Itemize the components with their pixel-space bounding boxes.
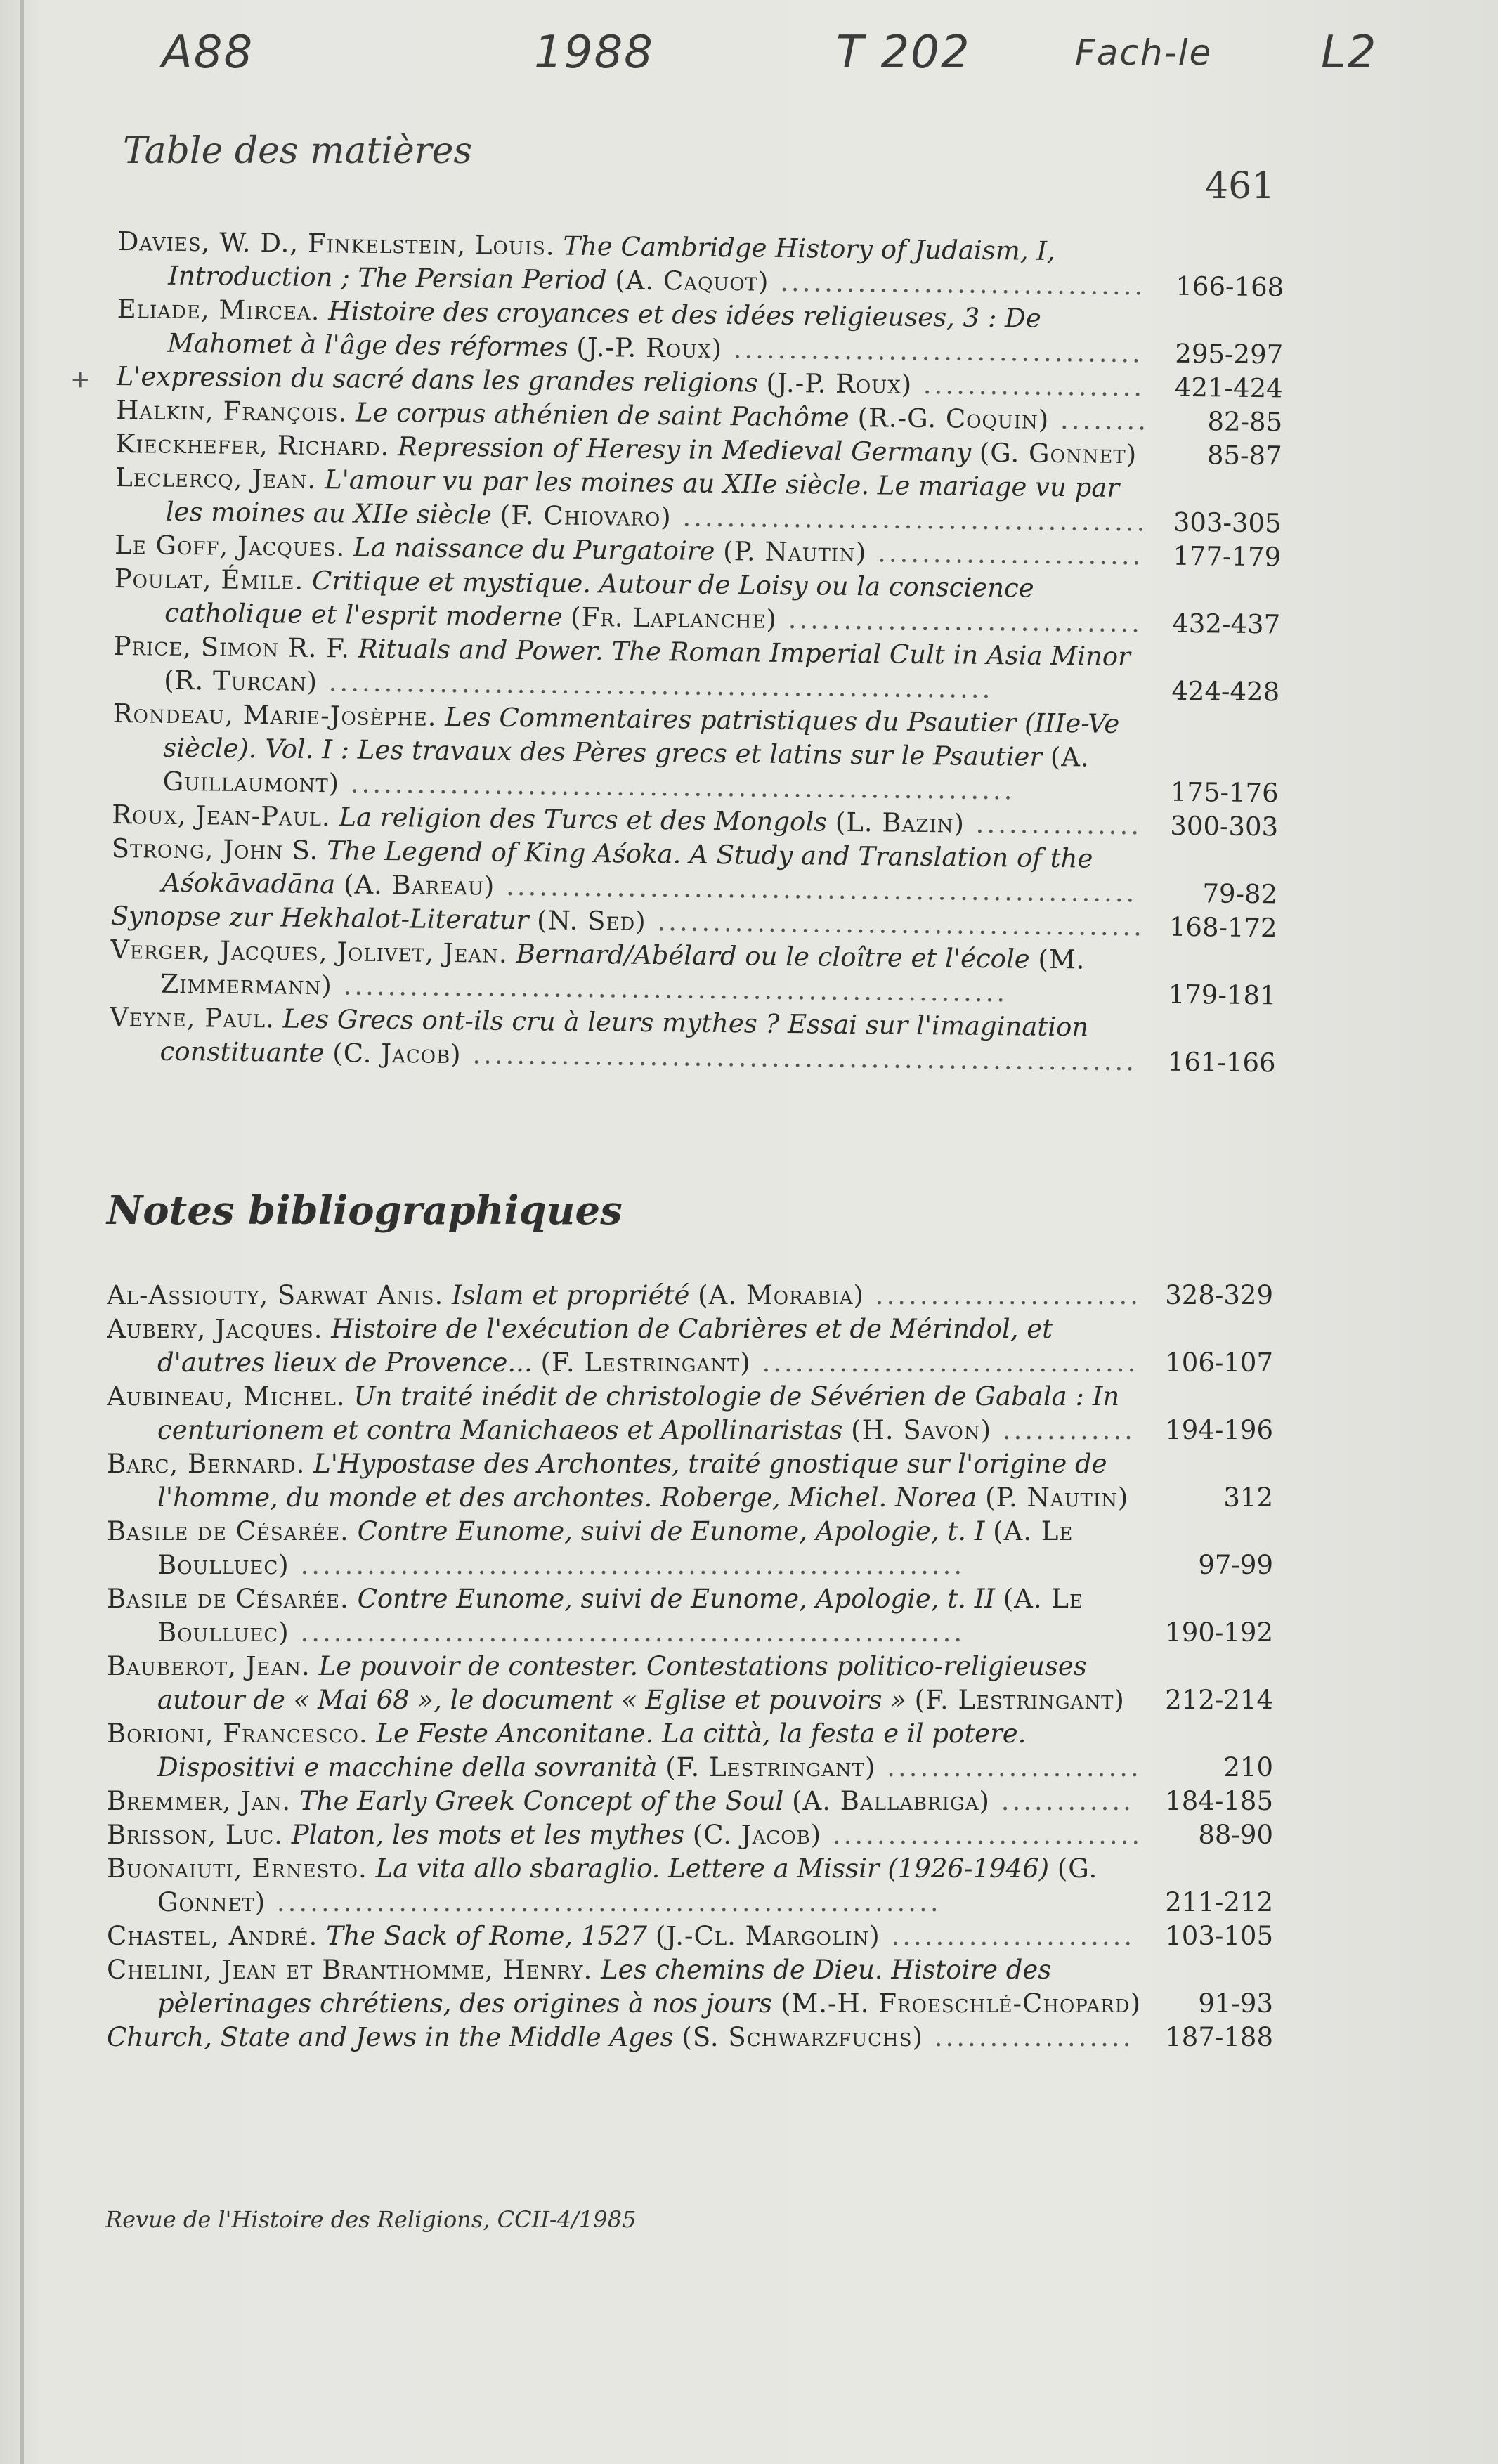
entry-pages: 166-168 xyxy=(1175,270,1284,303)
entry-text xyxy=(107,1447,1143,1515)
entry-author: Poulat, Émile. xyxy=(114,563,304,596)
dot-leader: ............................................ xyxy=(646,906,1145,942)
toc-entry xyxy=(112,697,1279,810)
dot-leader: ............... xyxy=(964,808,1142,841)
entry-title: L'amour vu par les moines au XIIe siècle. Le mariage vu par les moines au XIIe siècle xyxy=(165,464,1120,530)
entry-author: Price, Simon R. F. xyxy=(113,630,351,664)
entry-pages: 212-214 xyxy=(1165,1685,1273,1715)
toc-entry xyxy=(117,225,1284,304)
entry-author: Bremmer, Jan. xyxy=(107,1786,292,1816)
page-spine-shadow xyxy=(20,0,24,2464)
entry-pages: 79-82 xyxy=(1202,878,1278,910)
entry-author: Aubery, Jacques. xyxy=(107,1314,323,1344)
entry-reviewer: (A. Bareau) xyxy=(343,869,495,901)
toc-entry xyxy=(107,1650,1273,1717)
notes-list xyxy=(107,1279,1273,2054)
entry-reviewer: (F. Lestringant) xyxy=(914,1685,1125,1715)
entry-reviewer: (A. Le Boulluec) xyxy=(157,1516,1074,1580)
page-number: 461 xyxy=(1205,165,1275,207)
entry-pages: 175-176 xyxy=(1170,776,1279,809)
entry-title: Les Commentaires patristiques du Psautier (IIIe-Ve siècle). Vol. I : Les travaux des Pères grecs et latins sur le Psautier xyxy=(162,701,1120,772)
entry-pages: 190-192 xyxy=(1165,1617,1273,1648)
entry-text xyxy=(110,933,1147,1011)
entry-reviewer: (N. Sed) xyxy=(536,905,646,937)
dot-leader: .................................. xyxy=(750,1348,1139,1378)
entry-author: Basile de Césarée. xyxy=(107,1584,349,1614)
entry-pages: 432-437 xyxy=(1172,608,1281,640)
entry-reviewer: (M. Zimmermann) xyxy=(160,944,1086,1001)
entry-text xyxy=(107,1650,1143,1717)
entry-author: Basile de Césarée. xyxy=(107,1516,349,1546)
dot-leader: ............................................................ xyxy=(339,768,1015,806)
entry-reviewer: (A. Morabia) xyxy=(698,1280,864,1310)
entry-title: L'Hypostase des Archontes, traité gnostique sur l'origine de l'homme, du monde et des archontes. Roberge, Michel. Norea xyxy=(157,1449,1107,1513)
entry-reviewer: (G. Gonnet) xyxy=(979,437,1138,470)
toc-entry xyxy=(109,1000,1276,1080)
toc-entry xyxy=(107,1380,1273,1447)
entry-title: La naissance du Purgatoire xyxy=(353,532,715,566)
entry-title: Repression of Heresy in Medieval Germany xyxy=(397,431,972,468)
entry-text xyxy=(107,1852,1143,1919)
entry-text xyxy=(117,292,1154,370)
handwritten-note: 1988 xyxy=(534,27,654,79)
entry-title: Contre Eunome, suivi de Eunome, Apologie, t. II xyxy=(357,1584,995,1614)
entry-author: Verger, Jacques, Jolivet, Jean. xyxy=(110,934,508,969)
dot-leader: ....................... xyxy=(875,1752,1142,1782)
dot-leader: ............................................................ xyxy=(332,970,1008,1008)
entry-title: Synopse zur Hekhalot-Literatur xyxy=(110,900,529,936)
toc-entry xyxy=(107,1785,1273,1818)
entry-text xyxy=(107,1717,1143,1785)
entry-title: Un traité inédit de christologie de Sévérien de Gabala : In centurionem et contra Manichaeos et Apollinaristas xyxy=(157,1381,1120,1445)
dot-leader: .................... xyxy=(911,369,1145,403)
dot-leader: ...................... xyxy=(880,1921,1135,1951)
toc-entry xyxy=(111,832,1278,911)
entry-author: Chastel, André. xyxy=(107,1921,318,1951)
dot-leader: ............ xyxy=(991,1415,1135,1445)
journal-footer: Revue de l'Histoire des Religions, CCII-4/1985 xyxy=(105,2206,637,2233)
entry-author: Le Goff, Jacques. xyxy=(115,529,346,563)
entry-author: Kieckhefer, Richard. xyxy=(115,428,390,462)
entry-pages: 295-297 xyxy=(1175,338,1284,370)
entry-author: Leclercq, Jean. xyxy=(115,462,317,495)
dot-leader: ................................ xyxy=(776,604,1143,639)
toc-entry xyxy=(107,1818,1273,1852)
entry-title: Islam et propriété xyxy=(452,1280,690,1310)
entry-title: Critique et mystique. Autour de Loisy ou la conscience catholique et l'esprit moderne xyxy=(164,565,1034,632)
entry-title: Les chemins de Dieu. Histoire des pèlerinages chrétiens, des origines à nos jours xyxy=(157,1955,1052,2019)
dot-leader: ............................................................ xyxy=(461,1039,1138,1077)
entry-pages: 421-424 xyxy=(1174,372,1283,404)
entry-author: Barc, Bernard. xyxy=(107,1449,306,1479)
entry-pages: 184-185 xyxy=(1165,1786,1273,1816)
entry-text xyxy=(107,1953,1143,2021)
entry-pages: 91-93 xyxy=(1198,1988,1273,2019)
entry-author: Al-Assiouty, Sarwat Anis. xyxy=(107,1280,444,1310)
toc-entry xyxy=(107,1953,1273,2021)
entry-author: Chelini, Jean et Branthomme, Henry. xyxy=(107,1955,593,1985)
toc-entry xyxy=(107,1717,1273,1785)
entry-author: Halkin, François. xyxy=(116,394,348,428)
entry-title: Contre Eunome, suivi de Eunome, Apologie, t. I xyxy=(357,1516,985,1546)
entry-reviewer: (A. Le Boulluec) xyxy=(157,1584,1083,1648)
entry-author: Buonaiuti, Ernesto. xyxy=(107,1853,367,1884)
entry-author: Davies, W. D., Finkelstein, Louis. xyxy=(117,226,555,261)
entry-pages: 103-105 xyxy=(1165,1921,1273,1951)
entry-author: Bauberot, Jean. xyxy=(107,1651,311,1681)
entry-reviewer: (Fr. Laplanche) xyxy=(570,601,778,634)
entry-text xyxy=(111,832,1148,910)
entry-author: Eliade, Mircea. xyxy=(117,293,320,327)
entry-reviewer: (R.-G. Coquin) xyxy=(857,403,1050,435)
toc-entry xyxy=(110,933,1277,1012)
handwritten-note: A88 xyxy=(162,27,254,79)
dot-leader: ............................................................ xyxy=(266,1887,942,1917)
dot-leader: ................................. xyxy=(769,266,1146,301)
dot-leader: ............................................................ xyxy=(289,1617,965,1648)
entry-title: Histoire de l'exécution de Cabrières et de Mérindol, et d'autres lieux de Provence... xyxy=(157,1314,1053,1378)
entry-reviewer: (P. Nautin) xyxy=(722,536,867,568)
entry-pages: 177-179 xyxy=(1173,540,1282,573)
entry-pages: 303-305 xyxy=(1173,507,1282,539)
entry-title: La vita allo sbaraglio. Lettere a Missir (1926-1946) xyxy=(375,1853,1050,1884)
entry-title: Rituals and Power. The Roman Imperial Cult in Asia Minor xyxy=(358,633,1131,672)
entry-title: The Legend of King Aśoka. A Study and Translation of the Aśokāvadāna xyxy=(161,835,1093,900)
dot-leader: ........ xyxy=(1048,404,1149,436)
entry-text xyxy=(114,562,1151,640)
entry-author: Rondeau, Marie-Josèphe. xyxy=(112,698,437,732)
section-heading-notes: Notes bibliographiques xyxy=(107,1187,623,1234)
entry-author: Aubineau, Michel. xyxy=(107,1381,346,1412)
entry-reviewer: (J.-P. Roux) xyxy=(576,332,723,365)
entry-title: The Cambridge History of Judaism, I, Introduction ; The Persian Period xyxy=(168,230,1055,296)
dot-leader: ............................................................ xyxy=(289,1550,965,1580)
toc-entry xyxy=(107,1447,1273,1515)
toc-entry xyxy=(107,1919,1273,1953)
entry-pages: 210 xyxy=(1223,1752,1273,1782)
entry-reviewer: (F. Lestringant) xyxy=(540,1348,751,1378)
entry-reviewer: (J.-P. Roux) xyxy=(766,367,913,400)
toc-entry xyxy=(107,1312,1273,1380)
entry-text xyxy=(107,2021,1143,2054)
entry-title: Les Grecs ont-ils cru à leurs mythes ? Essai sur l'imagination constituante xyxy=(159,1003,1089,1069)
handwritten-annotations xyxy=(0,27,1498,104)
dot-leader: .................. xyxy=(923,2022,1134,2052)
entry-reviewer: (S. Schwarzfuchs) xyxy=(682,2022,923,2052)
toc-entry xyxy=(107,1852,1273,1919)
entry-author: Roux, Jean-Paul. xyxy=(111,799,331,833)
toc-entry xyxy=(107,1515,1273,1582)
entry-title: The Early Greek Concept of the Soul xyxy=(299,1786,784,1816)
entry-text xyxy=(107,1380,1143,1447)
entry-title: Le pouvoir de contester. Contestations politico-religieuses autour de « Mai 68 », le document « Eglise et pouvoirs » xyxy=(157,1651,1087,1715)
entry-title: Church, State and Jews in the Middle Ages xyxy=(107,2022,674,2052)
entry-text xyxy=(107,1818,1143,1852)
toc-entry xyxy=(113,630,1280,709)
entry-pages: 179-181 xyxy=(1168,979,1277,1011)
entry-text xyxy=(107,1515,1143,1582)
entry-text xyxy=(115,461,1152,539)
entry-title: Platon, les mots et les mythes xyxy=(291,1820,685,1850)
dot-leader: ..................................... xyxy=(722,334,1144,369)
entry-reviewer: (H. Savon) xyxy=(851,1415,992,1445)
entry-pages: 88-90 xyxy=(1198,1820,1273,1850)
entry-pages: 82-85 xyxy=(1207,406,1283,438)
dot-leader: ......................................................... xyxy=(495,871,1138,908)
entry-title: Bernard/Abélard ou le cloître et l'école xyxy=(516,938,1030,974)
entry-pages: 300-303 xyxy=(1170,810,1279,842)
entry-pages: 328-329 xyxy=(1165,1280,1273,1310)
entry-text xyxy=(112,697,1149,809)
entry-pages: 161-166 xyxy=(1167,1046,1276,1078)
entry-reviewer: (R. Turcan) xyxy=(163,665,318,698)
entry-text xyxy=(107,1919,1143,1953)
toc-entry xyxy=(115,461,1282,540)
entry-text xyxy=(117,225,1154,303)
entry-pages: 85-87 xyxy=(1206,440,1282,471)
entry-reviewer: (M.-H. Froeschlé-Chopard) xyxy=(780,1988,1142,2019)
entry-text xyxy=(113,630,1150,708)
toc-entry xyxy=(117,292,1284,372)
entry-pages: 194-196 xyxy=(1165,1415,1273,1445)
entry-title: Histoire des croyances et des idées religieuses, 3 : De Mahomet à l'âge des réformes xyxy=(167,296,1041,363)
entry-text xyxy=(107,1312,1143,1380)
reviews-list xyxy=(109,225,1284,1080)
entry-text xyxy=(107,1279,1143,1312)
entry-reviewer: (G. Gonnet) xyxy=(157,1853,1098,1917)
toc-entry xyxy=(107,2021,1273,2054)
entry-pages: 312 xyxy=(1223,1482,1273,1513)
handwritten-note: L2 xyxy=(1321,27,1378,79)
entry-reviewer: (A. Ballabriga) xyxy=(792,1786,990,1816)
dot-leader: ........................ xyxy=(866,537,1144,571)
entry-reviewer: (A. Caquot) xyxy=(615,265,769,297)
toc-entry xyxy=(107,1582,1273,1650)
dot-leader: ............ xyxy=(990,1786,1134,1816)
entry-author: Veyne, Paul. xyxy=(109,1001,275,1034)
entry-pages: 187-188 xyxy=(1165,2022,1273,2052)
entry-reviewer: (F. Lestringant) xyxy=(665,1752,876,1782)
entry-pages: 211-212 xyxy=(1165,1887,1273,1917)
entry-title: The Sack of Rome, 1527 xyxy=(326,1921,648,1951)
entry-reviewer: (A. Guillaumont) xyxy=(162,741,1090,799)
handwritten-note: Fach-le xyxy=(1075,32,1213,73)
running-header-title: Table des matières xyxy=(123,130,473,172)
entry-pages: 97-99 xyxy=(1198,1550,1273,1580)
entry-reviewer: (F. Chiovaro) xyxy=(500,500,672,533)
dot-leader: ............................ xyxy=(821,1820,1143,1850)
entry-reviewer: (L. Bazin) xyxy=(835,807,965,839)
entry-reviewer: (P. Nautin) xyxy=(985,1482,1129,1513)
entry-text xyxy=(107,1582,1143,1650)
entry-pages: 424-428 xyxy=(1171,675,1280,708)
entry-pages: 168-172 xyxy=(1168,911,1277,944)
entry-text xyxy=(107,1785,1143,1818)
dot-leader: .......................................... xyxy=(671,502,1148,537)
entry-reviewer: (J.-Cl. Margolin) xyxy=(655,1921,880,1951)
entry-author: Brisson, Luc. xyxy=(107,1820,283,1850)
entry-title: Le Feste Anconitane. La città, la festa e il potere. Dispositivi e macchine della sovranità xyxy=(157,1719,1027,1782)
handwritten-note: T 202 xyxy=(836,27,971,79)
entry-author: Borioni, Francesco. xyxy=(107,1719,368,1749)
entry-reviewer: (C. Jacob) xyxy=(692,1820,822,1850)
toc-entry xyxy=(107,1279,1273,1312)
entry-pages: 106-107 xyxy=(1165,1348,1273,1378)
entry-reviewer: (C. Jacob) xyxy=(332,1038,462,1070)
toc-entry xyxy=(114,562,1281,641)
entry-text xyxy=(109,1000,1146,1078)
dot-leader: ........................ xyxy=(864,1280,1142,1310)
entry-author: Strong, John S. xyxy=(111,833,319,866)
dot-leader: ............................................................ xyxy=(317,667,994,705)
entry-title: La religion des Turcs et des Mongols xyxy=(339,802,828,837)
margin-mark: + xyxy=(70,365,91,393)
entry-title: L'expression du sacré dans les grandes religions xyxy=(116,360,759,398)
entry-title: Le corpus athénien de saint Pachôme xyxy=(355,397,850,433)
